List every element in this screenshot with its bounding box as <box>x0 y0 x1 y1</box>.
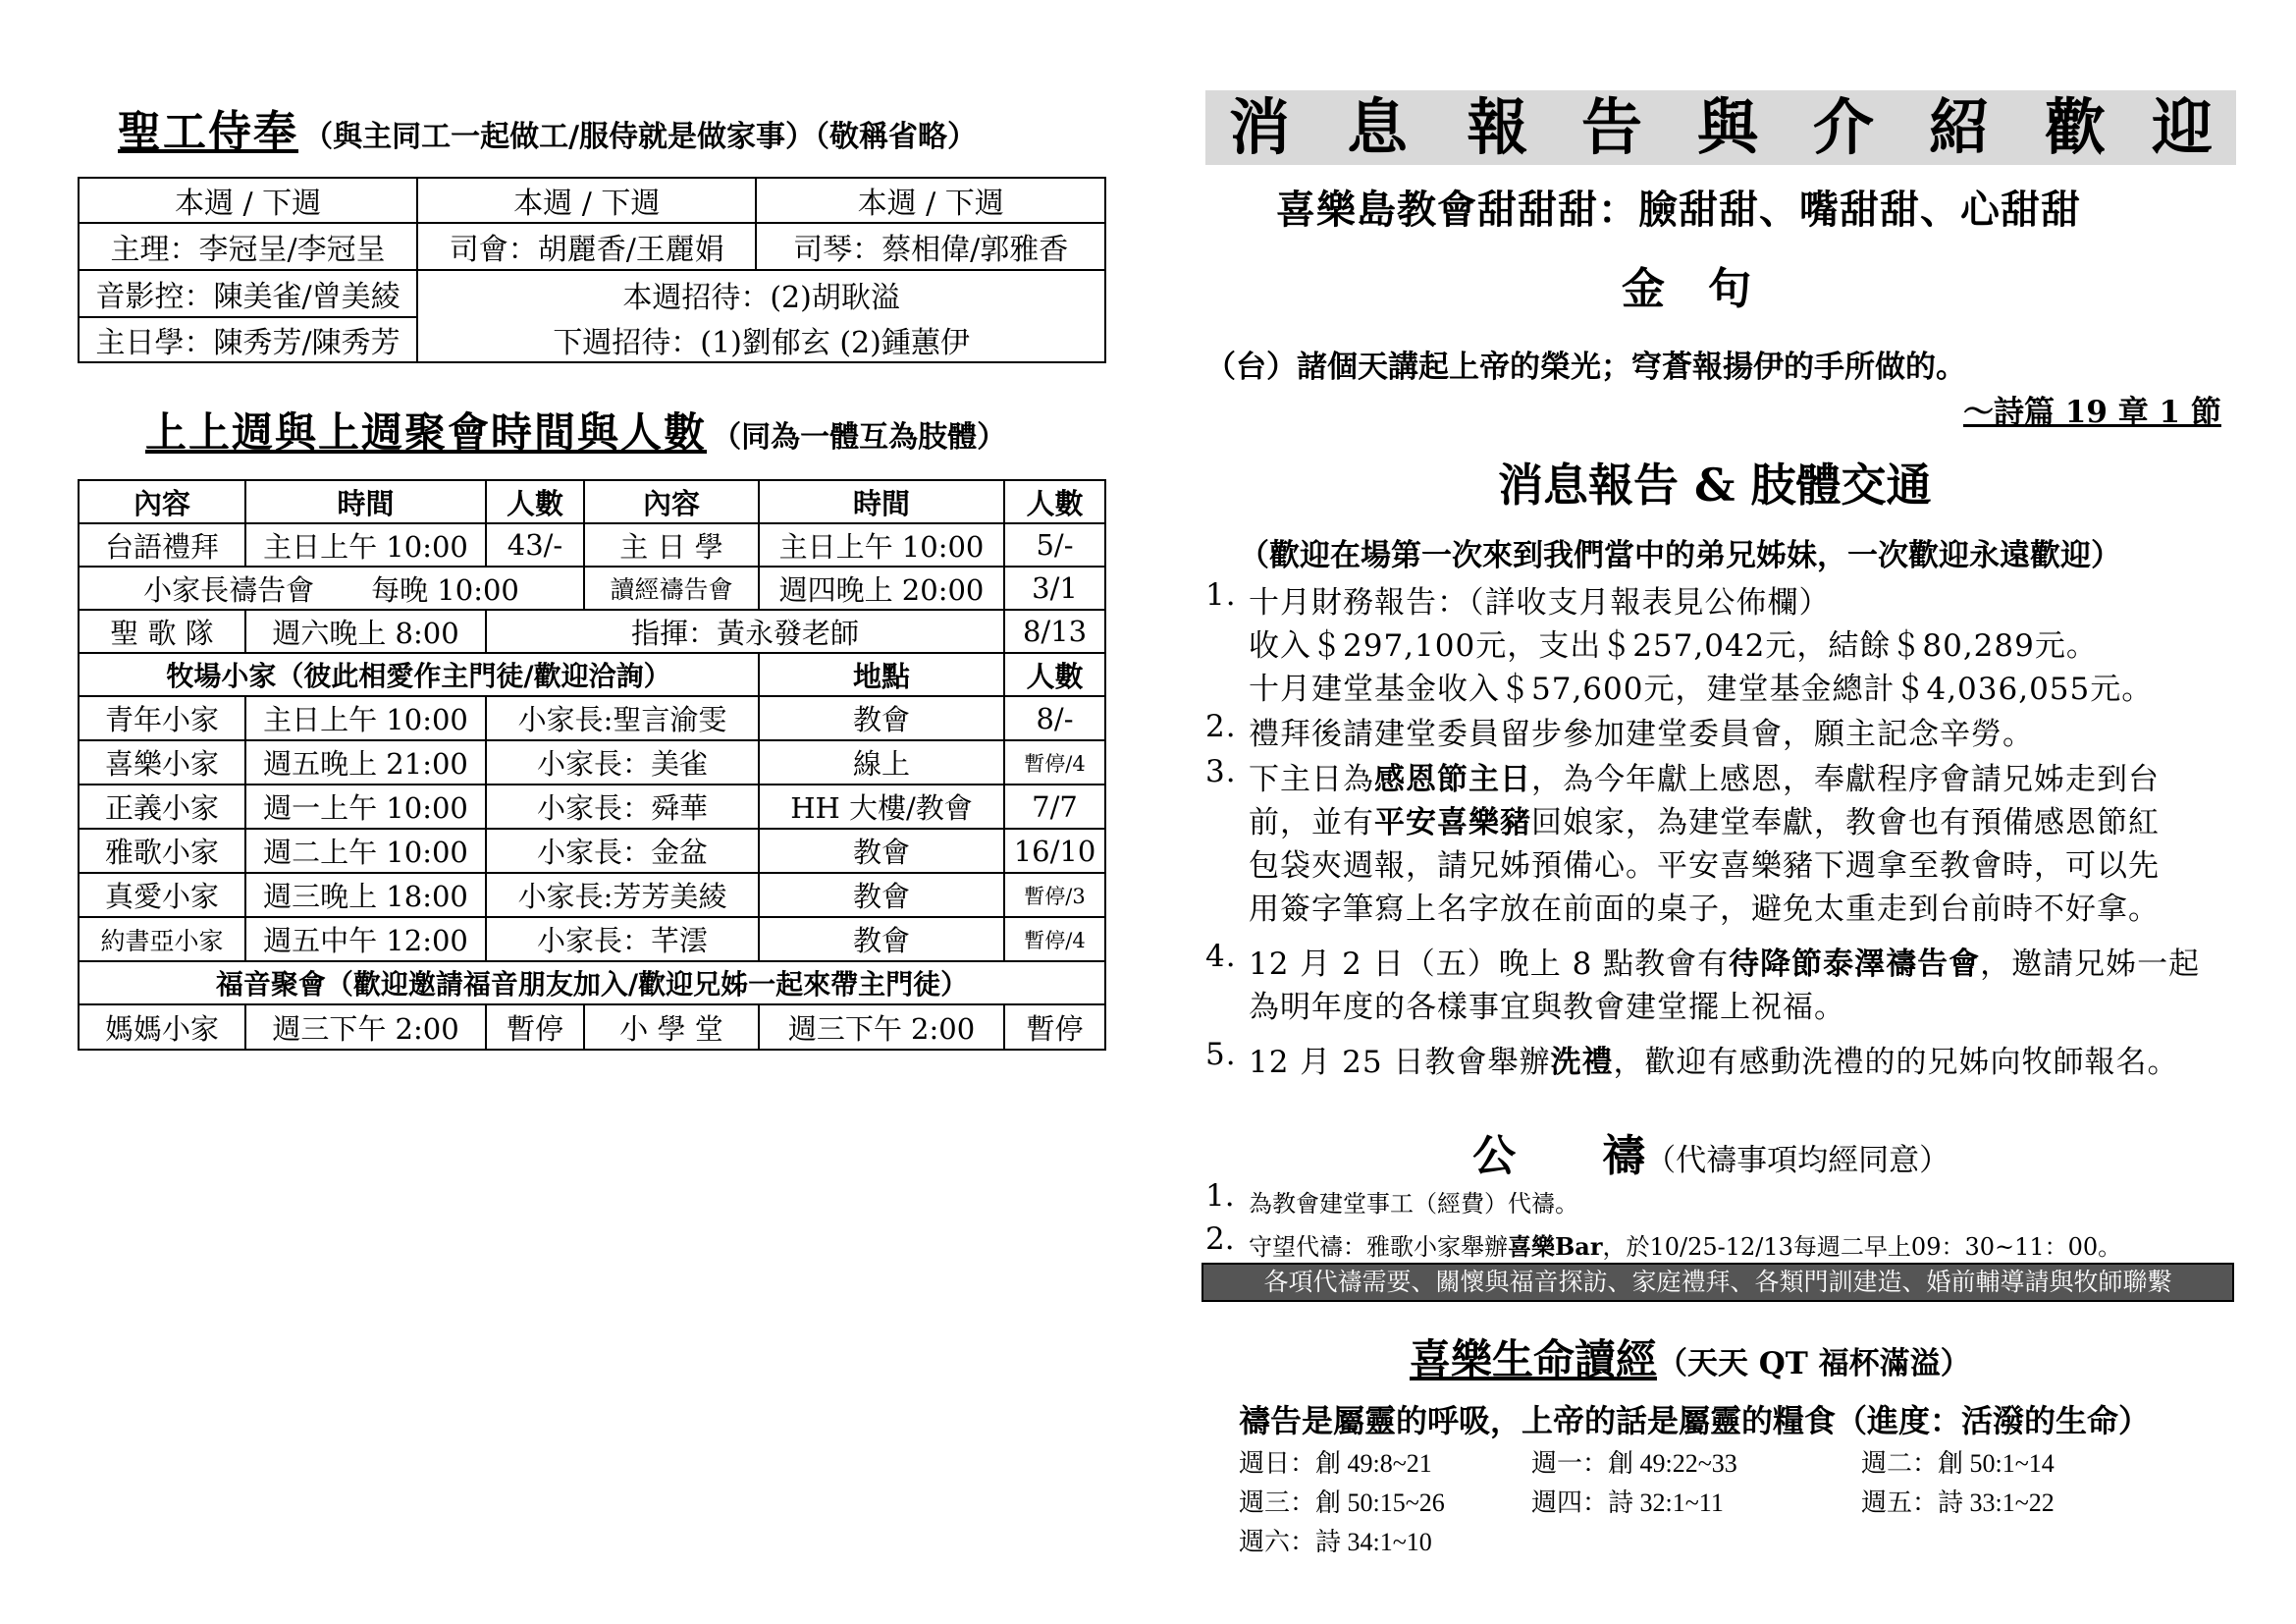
table-cell: 5/- <box>1004 523 1105 567</box>
list-item: 為明年度的各樣事宜與教會建堂擺上祝福。 <box>1249 990 1845 1025</box>
golden-verse: （台）諸個天講起上帝的榮光；穹蒼報揚伊的手所做的。 <box>1205 350 1966 385</box>
table-cell: 聖 歌 隊 <box>79 610 245 653</box>
table-cell: 週四晚上 20:00 <box>759 567 1004 610</box>
table-cell: 小家長:芳芳美綾 <box>486 873 759 917</box>
reading-title: 喜樂生命讀經 <box>1410 1335 1658 1383</box>
qt-item: 週三：創 50:15~26 <box>1239 1489 1445 1517</box>
table-cell: 小家長禱告會 每晚 10:00 <box>79 567 584 610</box>
prayer-item: 為教會建堂事工（經費）代禱。 <box>1249 1190 1578 1218</box>
table-cell: 週三下午 2:00 <box>245 1004 486 1050</box>
title-char: 與 <box>1696 91 1758 163</box>
text: 下主日為 <box>1249 762 1374 797</box>
reading-heading <box>1410 1327 1971 1386</box>
table-cell: HH 大樓/教會 <box>759 785 1004 829</box>
qt-item: 週日：創 49:8~21 <box>1239 1449 1432 1478</box>
highlight: 感恩節主日 <box>1374 762 1531 797</box>
news-title: 消息報告 & 肢體交通 <box>1498 459 1932 512</box>
table-cell: 主日上午 10:00 <box>245 523 486 567</box>
table-cell: 8/13 <box>1004 610 1105 653</box>
list-item <box>1249 939 2200 983</box>
table-cell: 雅歌小家 <box>79 829 245 873</box>
welcome-text: （歡迎在場第一次來到我們當中的弟兄姊妹，一次歡迎永遠歡迎） <box>1239 538 2121 573</box>
text: ，歡迎有感動洗禮的的兄姊向牧師報名。 <box>1613 1045 2179 1080</box>
prayer-item <box>1249 1227 2121 1262</box>
table-cell: 週五中午 12:00 <box>245 917 486 961</box>
ministry-subtitle: （與主同工一起做工/服侍就是做家事）（敬稱省略） <box>303 120 978 154</box>
ministry-reception-next: 下週招待：(1)劉郁玄 (2)鍾蕙伊 <box>417 317 1105 362</box>
ministry-header-3: 本週 / 下週 <box>756 178 1105 223</box>
highlight: 洗禮 <box>1550 1045 1614 1080</box>
table-cell: 小家長：芊澐 <box>486 917 759 961</box>
prayer-heading <box>1463 1102 1949 1183</box>
gospel-header: 福音聚會（歡迎邀請福音朋友加入/歡迎兄姊一起來帶主門徒） <box>79 961 1105 1004</box>
ministry-header-2: 本週 / 下週 <box>417 178 756 223</box>
text: 前，並有 <box>1249 805 1374 840</box>
table-cell: 7/7 <box>1004 785 1105 829</box>
list-number: 4. <box>1205 939 1237 974</box>
qt-item: 週六：詩 34:1~10 <box>1239 1528 1432 1556</box>
table-cell: 週一上午 10:00 <box>245 785 486 829</box>
text: ，邀請兄姊一起 <box>1980 947 2201 982</box>
table-cell: 正義小家 <box>79 785 245 829</box>
group-header: 牧場小家（彼此相愛作主門徒/歡迎洽詢） <box>79 653 759 696</box>
text: 12 月 2 日（五）晚上 8 點教會有 <box>1249 947 1730 982</box>
list-item: 十月財務報告：（詳收支月報表見公佈欄） <box>1249 585 1831 621</box>
reading-subtitle: （天天 QT 福杯滿溢） <box>1657 1346 1971 1381</box>
table-cell: 16/10 <box>1004 829 1105 873</box>
att-header: 內容 <box>79 480 245 523</box>
list-item <box>1249 797 2160 841</box>
prayer-note: （代禱事項均經同意） <box>1645 1143 1950 1178</box>
table-cell: 小家長：金盆 <box>486 829 759 873</box>
table-cell: 週三晚上 18:00 <box>245 873 486 917</box>
title-char: 紹 <box>1928 91 1990 163</box>
text: 守望代禱：雅歌小家舉辦 <box>1249 1233 1508 1261</box>
highlight: 平安喜樂豬 <box>1374 805 1531 840</box>
table-cell: 小家長：舜華 <box>486 785 759 829</box>
qt-item: 週五：詩 33:1~22 <box>1861 1489 2055 1517</box>
ministry-heading <box>118 96 977 159</box>
table-cell: 43/- <box>486 523 584 567</box>
table-cell: 8/- <box>1004 696 1105 740</box>
highlight: 喜樂Bar <box>1508 1232 1603 1261</box>
table-cell: 指揮：黃永發老師 <box>486 610 1004 653</box>
table-cell: 喜樂小家 <box>79 740 245 785</box>
reading-line: 禱告是屬靈的呼吸，上帝的話是屬靈的糧食（進度：活潑的生命） <box>1239 1402 2151 1439</box>
table-cell: 主日上午 10:00 <box>245 696 486 740</box>
prayer-contact-bar: 各項代禱需要、關懷與福音探訪、家庭禮拜、各類門訓建造、婚前輔導請與牧師聯繫 <box>1201 1263 2234 1302</box>
attendance-title: 上上週與上週聚會時間與人數 <box>145 408 708 457</box>
ministry-table <box>78 177 1106 363</box>
list-item: 包袋夾週報，請兄姊預備心。平安喜樂豬下週拿至教會時，可以先 <box>1249 848 2160 884</box>
group-header: 人數 <box>1004 653 1105 696</box>
ministry-av: 音影控：陳美雀/曾美綾 <box>79 270 417 317</box>
page-title <box>1205 90 2236 165</box>
ministry-host: 司會：胡麗香/王麗娟 <box>417 223 756 270</box>
ministry-sunday-school: 主日學：陳秀芳/陳秀芳 <box>79 317 417 362</box>
ministry-leader: 主理：李冠呈/李冠呈 <box>79 223 417 270</box>
highlight: 待降節泰澤禱告會 <box>1729 947 1981 982</box>
att-header: 內容 <box>584 480 759 523</box>
table-cell: 媽媽小家 <box>79 1004 245 1050</box>
table-cell: 教會 <box>759 873 1004 917</box>
prayer-title: 公 禱 <box>1472 1131 1646 1181</box>
title-char: 歡 <box>2044 91 2106 163</box>
title-char: 介 <box>1812 91 1874 163</box>
text: ，於10/25-12/13每週二早上09：30~11：00。 <box>1602 1233 2122 1261</box>
title-char: 迎 <box>2151 91 2213 163</box>
prayer-number: 2. <box>1205 1221 1235 1257</box>
table-cell: 暫停/4 <box>1004 740 1105 785</box>
ministry-title: 聖工侍奉 <box>118 107 298 157</box>
table-cell: 週三下午 2:00 <box>759 1004 1004 1050</box>
title-char: 息 <box>1346 91 1408 163</box>
table-cell: 教會 <box>759 829 1004 873</box>
list-item <box>1249 1037 2178 1081</box>
attendance-subtitle: （同為一體互為肢體） <box>712 420 1007 455</box>
list-number: 2. <box>1205 709 1237 744</box>
table-cell: 教會 <box>759 917 1004 961</box>
text: 回娘家，為建堂奉獻，教會也有預備感恩節紅 <box>1531 805 2160 840</box>
table-cell: 暫停/4 <box>1004 917 1105 961</box>
list-item <box>1249 754 2160 798</box>
list-number: 5. <box>1205 1037 1237 1072</box>
table-cell: 真愛小家 <box>79 873 245 917</box>
att-header: 時間 <box>245 480 486 523</box>
attendance-table <box>78 479 1106 1051</box>
table-cell: 讀經禱告會 <box>584 567 759 610</box>
table-cell: 主日上午 10:00 <box>759 523 1004 567</box>
ministry-pianist: 司琴：蔡相偉/郭雅香 <box>756 223 1105 270</box>
att-header: 人數 <box>1004 480 1105 523</box>
qt-item: 週一：創 49:22~33 <box>1531 1449 1737 1478</box>
slogan: 喜樂島教會甜甜甜：臉甜甜、嘴甜甜、心甜甜 <box>1276 187 2081 233</box>
prayer-number: 1. <box>1205 1178 1235 1214</box>
table-cell: 暫停/3 <box>1004 873 1105 917</box>
ministry-header-1: 本週 / 下週 <box>79 178 417 223</box>
table-cell: 教會 <box>759 696 1004 740</box>
table-cell: 主 日 學 <box>584 523 759 567</box>
table-cell: 週五晚上 21:00 <box>245 740 486 785</box>
ministry-reception-this: 本週招待：(2)胡耿溢 <box>417 270 1105 317</box>
table-cell: 暫停 <box>1004 1004 1105 1050</box>
table-cell: 週六晚上 8:00 <box>245 610 486 653</box>
attendance-heading <box>145 401 1006 460</box>
table-cell: 小家長：美雀 <box>486 740 759 785</box>
title-char: 消 <box>1228 91 1290 163</box>
list-item: 禮拜後請建堂委員留步參加建堂委員會，願主記念辛勞。 <box>1249 717 2034 752</box>
qt-item: 週四：詩 32:1~11 <box>1531 1489 1724 1517</box>
table-cell: 台語禮拜 <box>79 523 245 567</box>
table-cell: 小 學 堂 <box>584 1004 759 1050</box>
text: ，為今年獻上感恩，奉獻程序會請兄姊走到台 <box>1531 762 2160 797</box>
title-char: 報 <box>1467 91 1528 163</box>
verse-reference: ～詩篇 19 章 1 節 <box>1963 395 2221 430</box>
list-item: 十月建堂基金收入＄57,600元，建堂基金總計＄4,036,055元。 <box>1249 672 2154 707</box>
table-cell: 暫停 <box>486 1004 584 1050</box>
list-number: 3. <box>1205 754 1237 789</box>
list-item: 用簽字筆寫上名字放在前面的桌子，避免太重走到台前時不好拿。 <box>1249 892 2160 927</box>
table-cell: 週二上午 10:00 <box>245 829 486 873</box>
table-cell: 小家長:聖言渝雯 <box>486 696 759 740</box>
qt-item: 週二：創 50:1~14 <box>1861 1449 2055 1478</box>
list-item: 收入＄297,100元，支出＄257,042元，結餘＄80,289元。 <box>1249 628 2098 664</box>
golden-verse-title: 金 句 <box>1622 264 1751 314</box>
table-cell: 約書亞小家 <box>79 917 245 961</box>
list-number: 1. <box>1205 577 1237 613</box>
att-header: 人數 <box>486 480 584 523</box>
table-cell: 青年小家 <box>79 696 245 740</box>
group-header: 地點 <box>759 653 1004 696</box>
table-cell: 線上 <box>759 740 1004 785</box>
text: 12 月 25 日教會舉辦 <box>1249 1045 1551 1080</box>
title-char: 告 <box>1580 91 1642 163</box>
att-header: 時間 <box>759 480 1004 523</box>
table-cell: 3/1 <box>1004 567 1105 610</box>
